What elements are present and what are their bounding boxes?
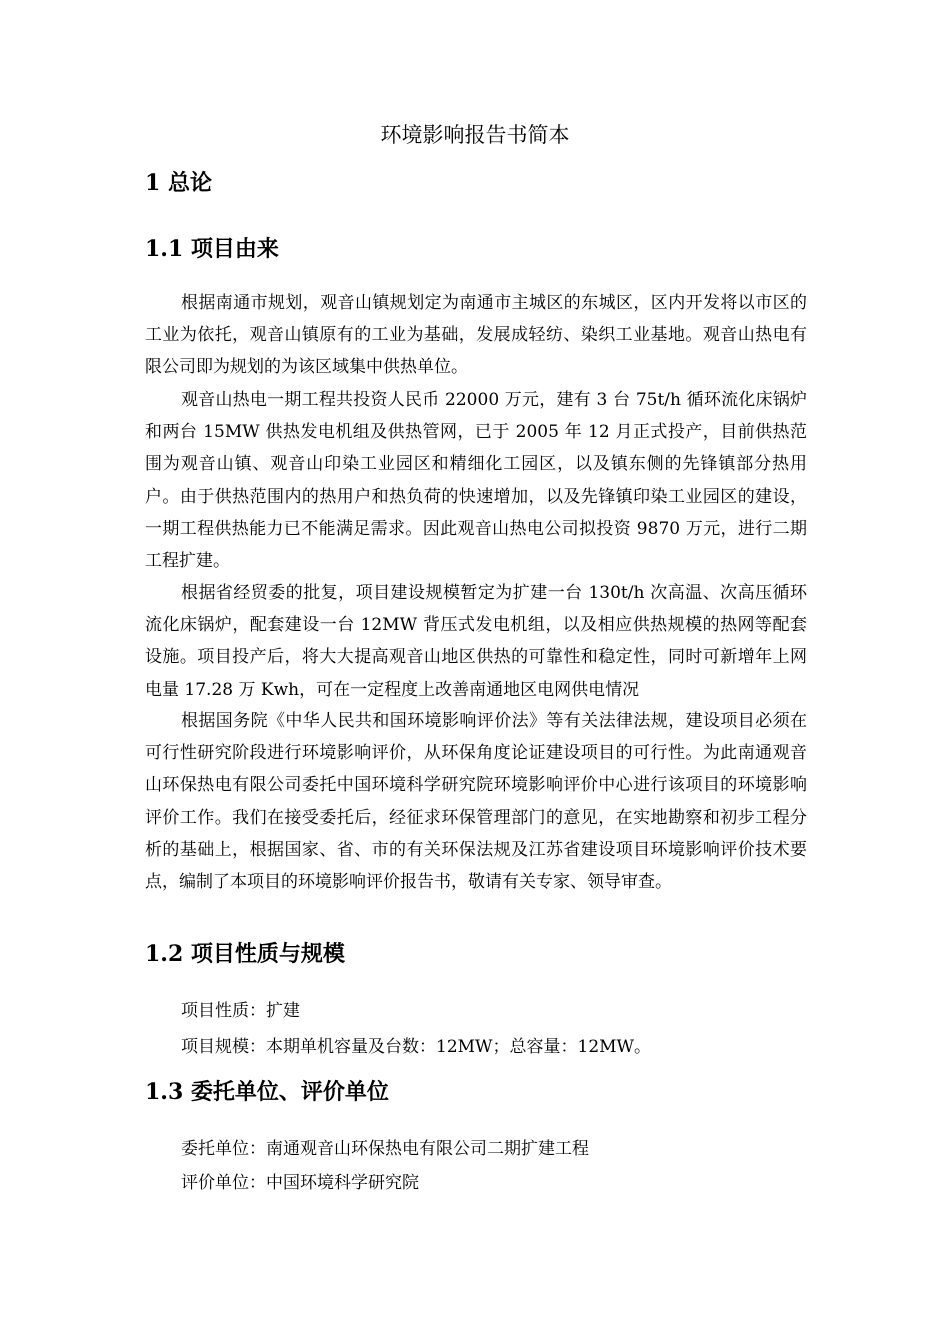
paragraph-4: 根据国务院《中华人民共和国环境影响评价法》等有关法律法规，建设项目必须在可行性研究阶段进行环境影响评价，从环保角度论证建设项目的可行性。为此南通观音山环保热电有限公司委托中国环境科学研究院环境影响评价中心进行该项目的环境影响评价工作。我们在接受委托后，经征求环保管理部门的意见，在实地勘察和初步工程分析的基础上，根据国家、省、市的有关环保法规及江苏省建设项目环境影响评价技术要点，编制了本项目的环境影响评价报告书，敬请有关专家、领导审查。 (145, 711, 807, 893)
client-unit: 委托单位：南通观音山环保热电有限公司二期扩建工程 (181, 1139, 589, 1159)
paragraph-1: 根据南通市规划，观音山镇规划定为南通市主城区的东城区，区内开发将以市区的工业为依托，观音山镇原有的工业为基础，发展成轻纺、染织工业基地。观音山热电有限公司即为规划的为该区域集中供热单位。 (145, 293, 807, 378)
section-1-1-heading: 1.1 项目由来 (145, 236, 279, 262)
paragraph-2: 观音山热电一期工程共投资人民币 22000 万元，建有 3 台 75t/h 循环流化床锅炉和两台 15MW 供热发电机组及供热管网，已于 2005 年 12 月正式投产，目前供热范围为观音山镇、观音山印染工业园区和精细化工园区，以及镇东侧的先锋镇部分热用户。由于供热范围内的热用户和热负荷的快速增加，以及先锋镇印染工业园区的建设，一期工程供热能力已不能满足需求。因此观音山热电公司拟投资 9870 万元，进行二期工程扩建。 (145, 390, 807, 572)
project-nature: 项目性质：扩建 (181, 1001, 300, 1021)
section-1-3-heading: 1.3 委托单位、评价单位 (145, 1079, 389, 1105)
evaluation-unit: 评价单位：中国环境科学研究院 (181, 1173, 419, 1193)
project-scale: 项目规模：本期单机容量及台数：12MW；总容量：12MW。 (181, 1037, 652, 1057)
document-title: 环境影响报告书简本 (380, 123, 570, 147)
section-1-heading: 1 总论 (145, 170, 212, 196)
section-1-2-heading: 1.2 项目性质与规模 (145, 941, 345, 967)
paragraph-3: 根据省经贸委的批复，项目建设规模暂定为扩建一台 130t/h 次高温、次高压循环流化床锅炉，配套建设一台 12MW 背压式发电机组，以及相应供热规模的热网等配套设施。项目投产后，将大大提高观音山地区供热的可靠性和稳定性，同时可新增年上网电量 17.28 万 Kwh，可在一定程度上改善南通地区电网供电情况 (145, 583, 807, 700)
